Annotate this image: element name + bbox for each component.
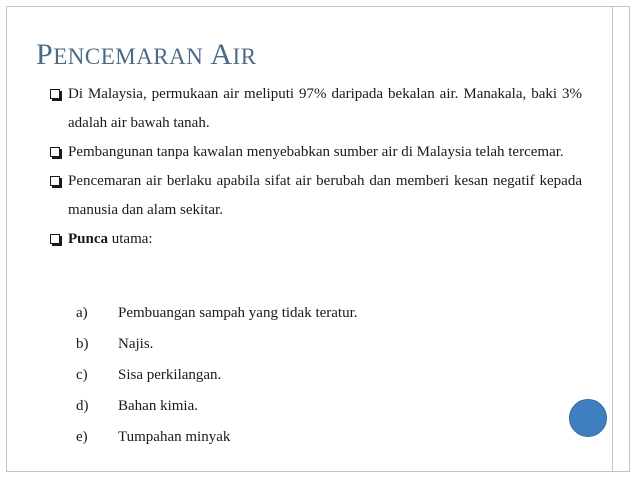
checkbox-bullet-icon xyxy=(50,176,60,186)
bullet-item xyxy=(46,138,582,167)
checkbox-bullet-icon xyxy=(50,89,60,99)
sub-list-marker: a) xyxy=(76,305,88,321)
sub-list-marker: d) xyxy=(76,398,89,414)
decorative-circle xyxy=(569,399,607,437)
sub-list-text: Najis. xyxy=(118,336,154,352)
sub-list-text: Pembuangan sampah yang tidak teratur. xyxy=(118,305,358,321)
sub-list-text: Bahan kimia. xyxy=(118,398,198,414)
title-rest-2: IR xyxy=(232,44,257,69)
sub-list-marker: c) xyxy=(76,367,88,383)
bullet-item xyxy=(46,167,582,225)
sub-list-item xyxy=(76,422,358,453)
title-rest-1: ENCEMARAN xyxy=(53,44,204,69)
sub-list-item xyxy=(76,298,358,329)
sub-list-item xyxy=(76,360,358,391)
sub-list-marker: e) xyxy=(76,429,88,445)
title-initial-1: P xyxy=(36,38,54,71)
bullet-text: Di Malaysia, permukaan air meliputi 97% daripada bekalan air. Manakala, baki 3% adalah air bawah tanah. xyxy=(68,86,582,131)
sub-list-item xyxy=(76,329,358,360)
bullet-item xyxy=(46,225,582,254)
bullet-text: Pembangunan tanpa kawalan menyebabkan sumber air di Malaysia telah tercemar. xyxy=(68,144,564,160)
bullet-list xyxy=(46,80,582,254)
sub-list-item xyxy=(76,391,358,422)
bullet-item xyxy=(46,80,582,138)
slide-title xyxy=(36,38,257,72)
sub-list xyxy=(76,298,358,453)
sub-list-marker: b) xyxy=(76,336,89,352)
bullet-bold-text: Punca xyxy=(68,231,109,247)
bullet-text: utama: xyxy=(108,231,153,247)
bullet-text: Pencemaran air berlaku apabila sifat air berubah dan memberi kesan negatif kepada manusia dan alam sekitar. xyxy=(68,173,582,218)
sub-list-text: Tumpahan minyak xyxy=(118,429,231,445)
checkbox-bullet-icon xyxy=(50,234,60,244)
checkbox-bullet-icon xyxy=(50,147,60,157)
sub-list-text: Sisa perkilangan. xyxy=(118,367,222,383)
title-initial-2: A xyxy=(210,38,233,71)
frame-divider-line xyxy=(612,6,613,472)
